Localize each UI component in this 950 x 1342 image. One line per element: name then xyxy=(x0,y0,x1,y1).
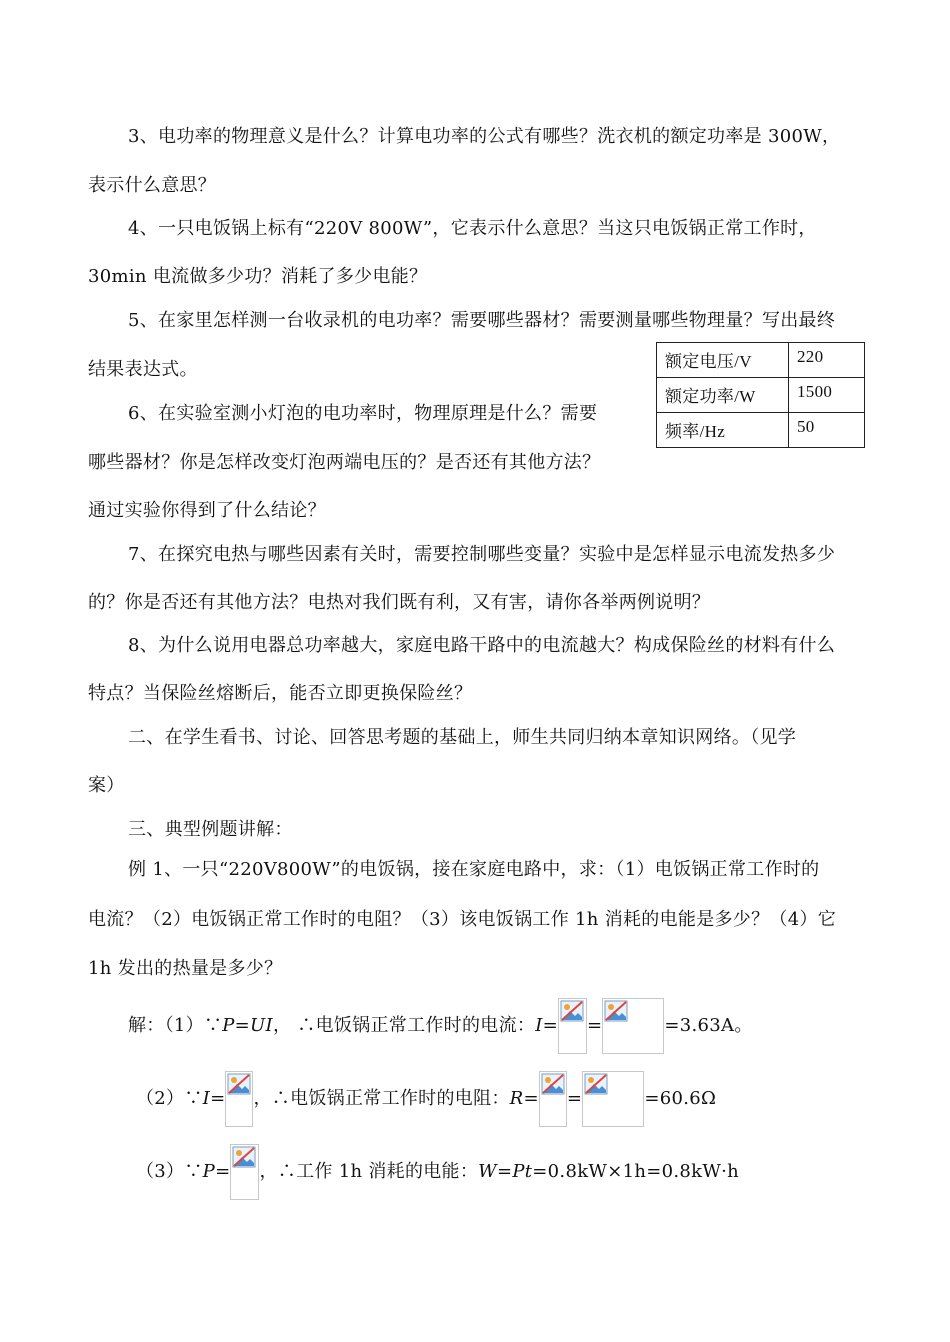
broken-image-icon xyxy=(582,1071,644,1127)
table-row xyxy=(657,343,865,378)
question-8-line-2: 特点？当保险丝熔断后，能否立即更换保险丝？ xyxy=(88,683,473,704)
variable-text: I xyxy=(202,1088,211,1109)
formula-text: P=UI xyxy=(222,1015,273,1036)
question-7-line-2: 的？你是否还有其他方法？电热对我们既有利，又有害，请你各举两例说明？ xyxy=(88,592,711,613)
broken-image-icon xyxy=(230,1144,259,1200)
question-4-line-2: 30min 电流做多少功？消耗了多少电能？ xyxy=(88,266,428,287)
solution-step-3: （3）∵P= ，∴工作 1h 消耗的电能：W=Pt=0.8kW×1h=0.8kW·h xyxy=(136,1144,739,1200)
example-1-line-1: 例 1、一只“220V800W”的电饭锅，接在家庭电路中，求：（1）电饭锅正常工作时的 xyxy=(128,859,820,880)
section-2-line-2: 案） xyxy=(88,775,125,796)
solution-step-2: （2）∵I= ，∴电饭锅正常工作时的电阻：R= = =60.6Ω xyxy=(136,1071,716,1127)
spec-value: 220 xyxy=(789,343,865,378)
question-8-line-1: 8、为什么说用电器总功率越大，家庭电路干路中的电流越大？构成保险丝的材料有什么 xyxy=(128,635,836,656)
variable-text: R xyxy=(509,1088,524,1109)
solution-step-1: 解：（1）∵P=UI， ∴电饭锅正常工作时的电流：I= = =3.63A。 xyxy=(128,998,753,1054)
section-3-heading: 三、典型例题讲解： xyxy=(128,819,293,840)
solution-text: 解：（1）∵ xyxy=(128,1015,223,1036)
solution-result: =60.6Ω xyxy=(644,1088,717,1109)
table-row xyxy=(657,413,865,448)
question-5-line-2: 结果表达式。 xyxy=(88,359,198,380)
section-2-line-1: 二、在学生看书、讨论、回答思考题的基础上，师生共同归纳本章知识网络。（见学 xyxy=(128,727,797,748)
solution-text: （2）∵ xyxy=(136,1088,203,1109)
variable-text: I xyxy=(535,1015,543,1036)
solution-text: ，∴电饭锅正常工作时的电阻： xyxy=(253,1088,510,1109)
formula-text: W=Pt xyxy=(478,1161,533,1182)
solution-result: =3.63A。 xyxy=(664,1015,753,1036)
spec-value: 1500 xyxy=(789,378,865,413)
table-row xyxy=(657,378,865,413)
question-3-line-2: 表示什么意思？ xyxy=(88,175,217,196)
question-3-line-1: 3、电功率的物理意义是什么？计算电功率的公式有哪些？洗衣机的额定功率是 300W， xyxy=(128,126,841,147)
broken-image-icon xyxy=(225,1071,253,1127)
question-7-line-1: 7、在探究电热与哪些因素有关时，需要控制哪些变量？实验中是怎样显示电流发热多少 xyxy=(128,544,836,565)
question-6-line-3: 通过实验你得到了什么结论？ xyxy=(88,500,326,521)
question-6-line-2: 哪些器材？你是怎样改变灯泡两端电压的？是否还有其他方法？ xyxy=(88,452,601,473)
question-5-line-1: 5、在家里怎样测一台收录机的电功率？需要哪些器材？需要测量哪些物理量？写出最终 xyxy=(128,310,836,331)
example-1-line-3: 1h 发出的热量是多少？ xyxy=(88,958,283,979)
broken-image-icon xyxy=(539,1071,567,1127)
spec-label: 额定电压/V xyxy=(657,343,789,378)
variable-text: P xyxy=(202,1161,216,1182)
question-6-line-1: 6、在实验室测小灯泡的电功率时，物理原理是什么？需要 xyxy=(128,403,598,424)
spec-table xyxy=(656,342,865,448)
broken-image-icon xyxy=(602,998,664,1054)
spec-label: 频率/Hz xyxy=(657,413,789,448)
spec-value: 50 xyxy=(789,413,865,448)
broken-image-icon xyxy=(558,998,587,1054)
solution-result: =0.8kW×1h=0.8kW·h xyxy=(532,1161,740,1182)
example-1-line-2: 电流？（2）电饭锅正常工作时的电阻？（3）该电饭锅工作 1h 消耗的电能是多少？（4）它 xyxy=(88,909,837,930)
spec-label: 额定功率/W xyxy=(657,378,789,413)
solution-text: （3）∵ xyxy=(136,1161,203,1182)
solution-text: ， ∴电饭锅正常工作时的电流： xyxy=(272,1015,536,1036)
solution-text: ，∴工作 1h 消耗的电能： xyxy=(259,1161,479,1182)
question-4-line-1: 4、一只电饭锅上标有“220V 800W”，它表示什么意思？当这只电饭锅正常工作时， xyxy=(128,218,817,239)
